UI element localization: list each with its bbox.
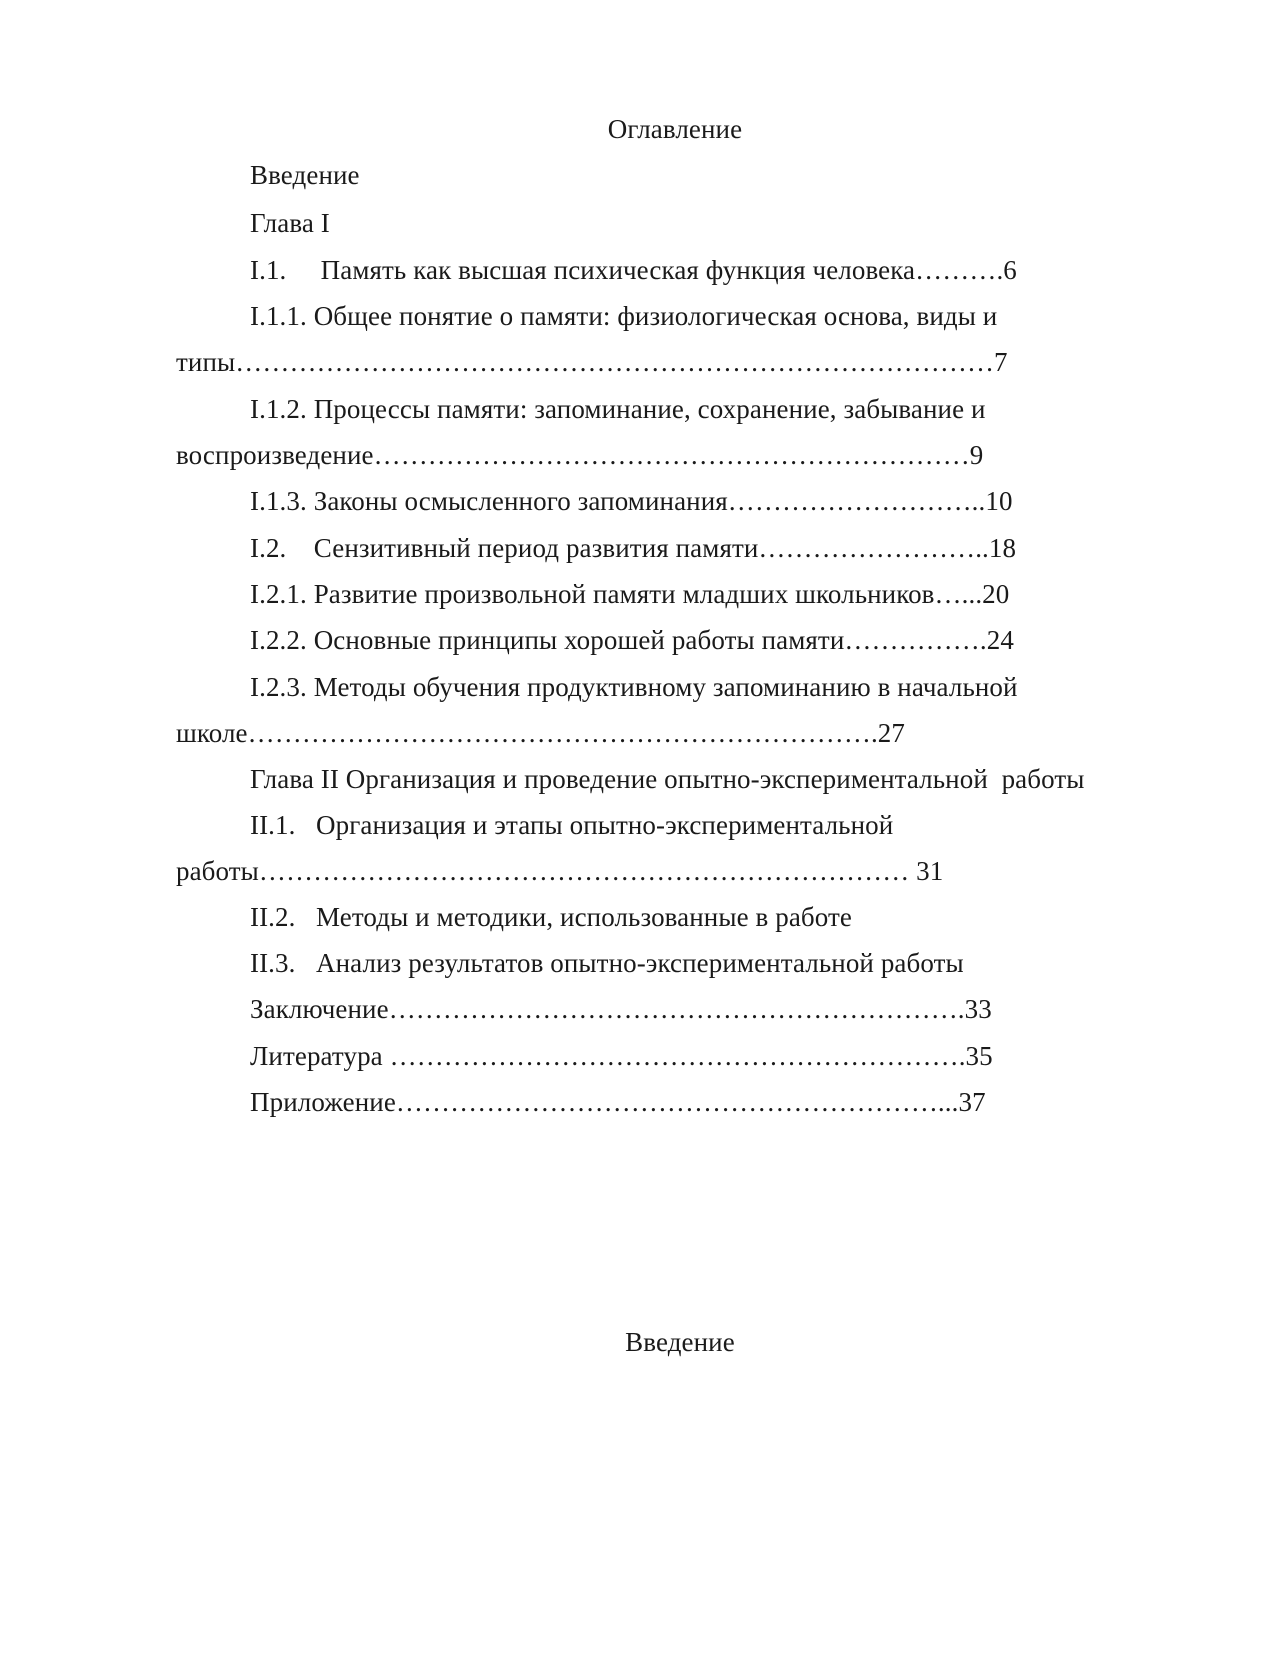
- toc-entry-chapter-2: Глава II Организация и проведение опытно-экспериментальной работы: [250, 764, 1085, 794]
- toc-entry-1-2-1: I.2.1. Развитие произвольной памяти младших школьников…...20: [250, 579, 1010, 609]
- toc-entry-1-1-2: I.1.2. Процессы памяти: запоминание, сохранение, забывание и: [250, 394, 986, 424]
- toc-entry-1-1: I.1. Память как высшая психическая функция человека……….6: [250, 255, 1017, 285]
- toc-entry-1-1-2-continued: воспроизведение…………………………………………………………9: [176, 440, 984, 470]
- toc-entry-1-2: I.2. Сензитивный период развития памяти……………………..18: [250, 533, 1017, 563]
- toc-entry-conclusion: Заключение……………………………………………………….33: [250, 994, 992, 1024]
- toc-entry-chapter-1: Глава I: [250, 208, 330, 238]
- next-section-title: Введение: [625, 1327, 735, 1357]
- toc-entry-1-2-3: I.2.3. Методы обучения продуктивному запоминанию в начальной: [250, 672, 1018, 702]
- toc-entry-literature: Литература ……………………………………………………….35: [250, 1041, 993, 1071]
- toc-entry-introduction: Введение: [250, 160, 360, 190]
- toc-entry-1-1-1: I.1.1. Общее понятие о памяти: физиологическая основа, виды и: [250, 301, 998, 331]
- toc-entry-2-1: II.1. Организация и этапы опытно-экспериментальной: [250, 810, 894, 840]
- toc-entry-1-2-3-continued: школе…………………………………………………………….27: [176, 718, 905, 748]
- toc-entry-2-2: II.2. Методы и методики, использованные в работе: [250, 902, 852, 932]
- toc-entry-1-2-2: I.2.2. Основные принципы хорошей работы памяти…………….24: [250, 625, 1014, 655]
- toc-entry-appendix: Приложение……………………………………………………...37: [250, 1087, 986, 1117]
- toc-entry-2-3: II.3. Анализ результатов опытно-экспериментальной работы: [250, 948, 964, 978]
- toc-entry-2-1-continued: работы……………………………………………………………… 31: [176, 856, 944, 886]
- toc-entry-1-1-3: I.1.3. Законы осмысленного запоминания………………………..10: [250, 486, 1013, 516]
- toc-entry-1-1-1-continued: типы…………………………………………………………………………7: [176, 347, 1008, 377]
- toc-title: Оглавление: [607, 114, 743, 144]
